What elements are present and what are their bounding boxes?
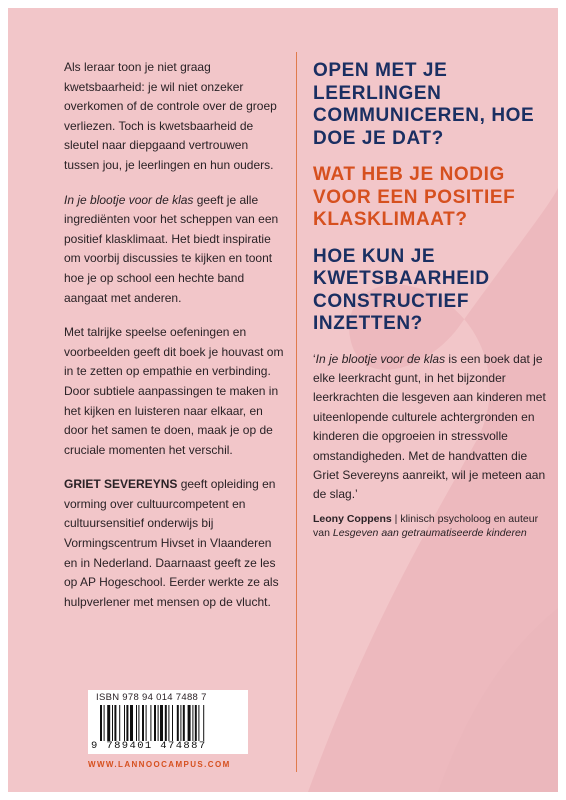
- intro-paragraph: Als leraar toon je niet graag kwetsbaarheid: je wil niet onzeker overkomen of de controle over de groep verliezen. Toch is kwetsbaarheid de sleutel naar diepgaand vertrouwen tussen jou, je leerlingen en hun ouders.: [64, 60, 277, 172]
- quote-mark: ‘: [313, 351, 316, 366]
- quote-book-title: In je blootje voor de klas: [315, 351, 446, 366]
- barcode-panel: [88, 690, 248, 754]
- barcode-digits: 9 789401 474887: [91, 740, 207, 752]
- left-column: [64, 58, 284, 627]
- author-bio-text: geeft opleiding en vorming over cultuurcompetent en cultuursensitief onderwijs bij Vormingscentrum Hivset in Vlaanderen en in Nederland. Daarnaast geeft ze les op AP Hogeschool. Eerder werkte ze als hulpverlener met mensen op de vlucht.: [64, 477, 279, 609]
- isbn-label: ISBN 978 94 014 7488 7: [96, 692, 207, 703]
- question-communication: OPEN MET JE LEERLINGEN COMMUNICEREN, HOE DOE JE DAT?: [313, 60, 535, 149]
- endorser-book: Lesgeven aan getraumatiseerde kinderen: [332, 526, 527, 539]
- exercises-paragraph: Met talrijke speelse oefeningen en voorbeelden geeft dit boek je houvast om in te zetten op empathie en verbinding. Door subtiele aanpassingen te maken in het kijken en luisteren naar elkaar, en door het samen te doen, maak je op de cruciale momenten het verschil.: [64, 325, 284, 457]
- quote-text: is een boek dat je elke leerkracht gunt, in het bijzonder leerkrachten die lesgeven aan kinderen met uiteenlopende culturele achtergronden en kinderen die opgroeien in stressvolle omstandigheden. Met de handvatten die Griet Severeyns aanreikt, wil je meteen aan de slag.’: [313, 351, 546, 502]
- book-description-paragraph: [64, 191, 284, 309]
- book-description-text: geeft je alle ingrediënten voor het scheppen van een positief klasklimaat. Het biedt inspiratie om voorbij discussies te kijken en toont hoe je op school een hechte band aangaat met anderen.: [64, 192, 279, 305]
- endorser-role: | klinisch psycholoog en auteur van: [313, 512, 539, 539]
- barcode-icon: [100, 705, 236, 741]
- endorsement-attribution: [313, 512, 553, 540]
- question-vulnerability: HOE KUN JE KWETSBAARHEID CONSTRUCTIEF INZETTEN?: [313, 245, 490, 334]
- publisher-website: WWW.LANNOOCAMPUS.COM: [88, 760, 231, 769]
- right-column: [313, 60, 553, 540]
- author-name: GRIET SEVEREYNS: [64, 477, 178, 492]
- question-climate: WAT HEB JE NODIG VOOR EEN POSITIEF KLASKLIMAAT?: [313, 164, 516, 230]
- endorsement-quote: [313, 350, 553, 505]
- endorser-name: Leony Coppens: [313, 512, 392, 525]
- book-back-cover: [8, 8, 558, 792]
- author-bio: [64, 475, 284, 612]
- book-title-inline: In je blootje voor de klas: [64, 192, 194, 207]
- column-divider: [296, 52, 297, 772]
